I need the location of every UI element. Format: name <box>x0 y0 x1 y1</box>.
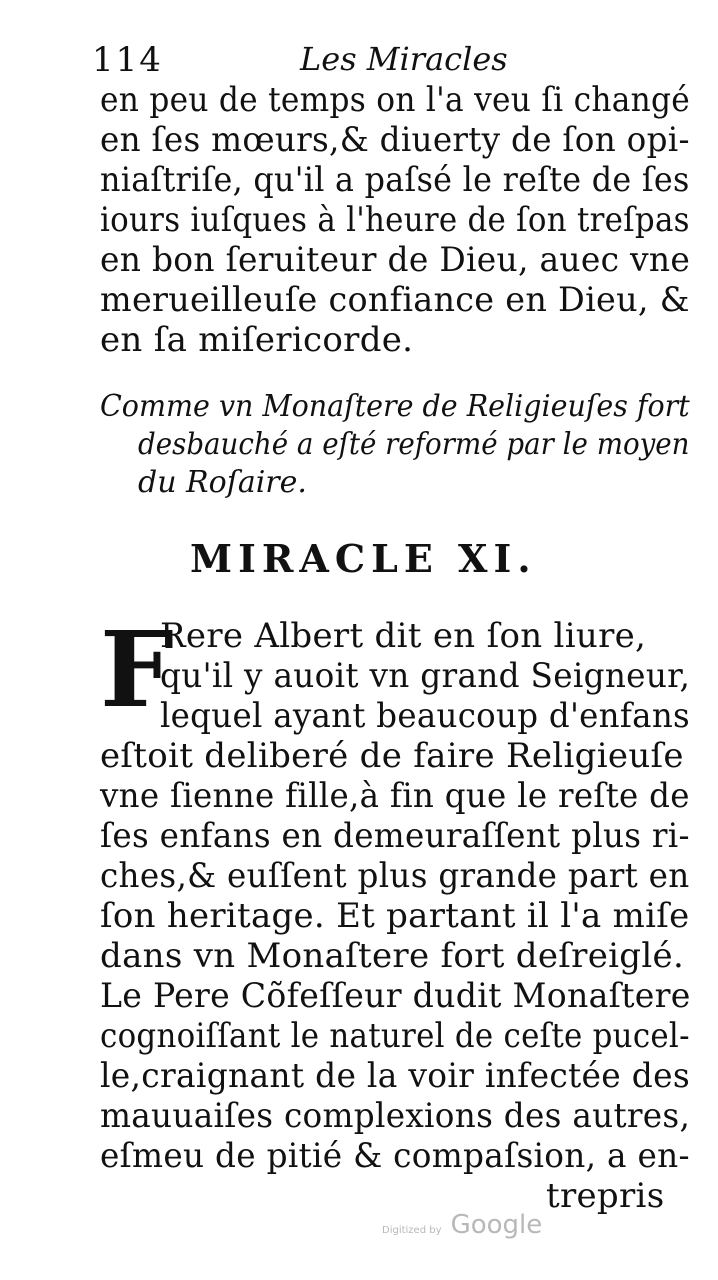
text-line: dans vn Monaſtere fort deſreiglé. <box>100 936 685 976</box>
page-header <box>92 40 678 80</box>
text-line: cognoiſſant le naturel de ceſte pucel- <box>100 1016 690 1056</box>
text-line: ſon heritage. Et partant il l'a miſe <box>100 896 690 936</box>
text-line: qu'il y auoit vn grand Seigneur, <box>160 656 691 696</box>
digitized-by-label: Digitized by <box>382 1225 442 1236</box>
text-line: ſes enfans en demeuraſſent plus ri- <box>100 816 690 856</box>
text-line: Le Pere Cõfeſſeur dudit Monaſtere <box>100 976 691 1016</box>
running-title: Les Miracles <box>300 40 508 78</box>
page-number: 114 <box>92 40 163 80</box>
text-line: niaſtriſe, qu'il a paſsé le reſte de ſes <box>100 160 690 200</box>
catchword: trepris <box>546 1176 665 1216</box>
text-line: en ſa miſericorde. <box>100 320 414 360</box>
caption-line: du Roſaire. <box>138 465 307 500</box>
text-line: en peu de temps on l'a veu ſi changé <box>100 80 691 120</box>
caption-line: desbauché a eſté reformé par le moyen <box>138 427 690 462</box>
text-line: vne ſienne fille,à fin que le reſte de <box>100 776 690 816</box>
text-line: iours iuſques à l'heure de ſon treſpas <box>100 200 690 240</box>
text-line: le,craignant de la voir infectée des <box>100 1056 691 1096</box>
chapter-title: MIRACLE XI. <box>190 536 537 581</box>
text-line: en bon ſeruiteur de Dieu, auec vne <box>100 240 691 280</box>
digitized-by-google-watermark <box>382 1210 542 1240</box>
text-line: mauuaiſes complexions des autres, <box>100 1096 691 1136</box>
caption-line: Comme vn Monaſtere de Religieuſes fort <box>100 389 690 424</box>
text-line: ches,& euſſent plus grande part en <box>100 856 690 896</box>
text-line: merueilleuſe confiance en Dieu, & <box>100 280 690 320</box>
text-line: en ſes mœurs,& diuerty de ſon opi- <box>100 120 690 160</box>
text-line: eſtoit deliberé de faire Religieuſe <box>100 736 684 776</box>
text-line: Rere Albert dit en ſon liure, <box>160 616 647 656</box>
drop-cap: F <box>100 608 174 731</box>
text-line: eſmeu de pitié & compaſsion, a en- <box>100 1136 690 1176</box>
google-logo: Google <box>450 1210 543 1240</box>
text-line: lequel ayant beaucoup d'enfans <box>160 696 690 736</box>
